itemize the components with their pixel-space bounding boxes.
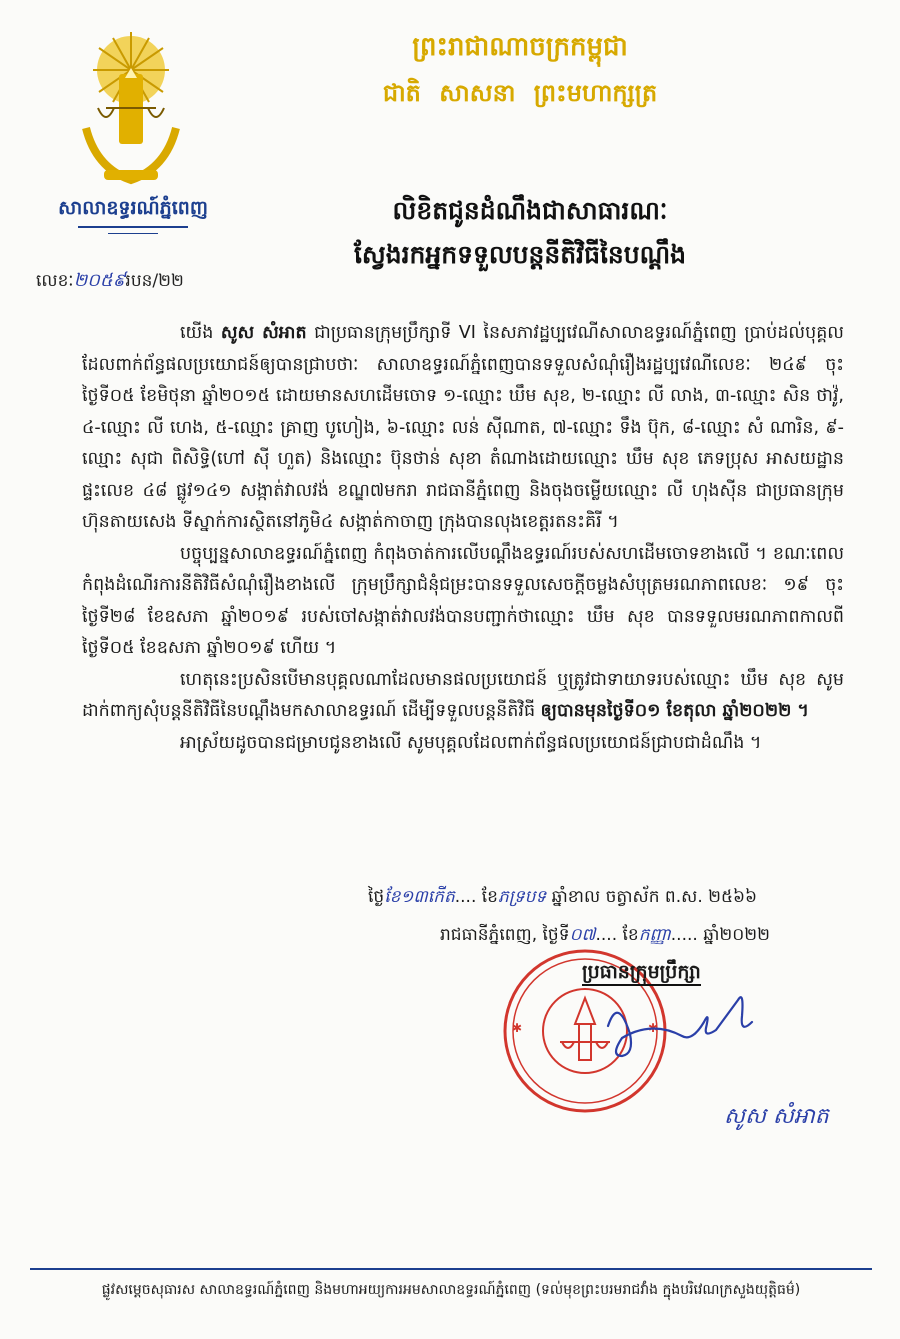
court-name: សាលាឧទ្ធរណ៍ភ្នំពេញ — [58, 197, 208, 219]
divider — [78, 226, 188, 228]
lunar-prefix: ថ្ងៃ — [368, 887, 385, 907]
national-motto-line2: ជាតិ សាសនា ព្រះមហាក្សត្រ — [382, 79, 658, 107]
p3-deadline: ឲ្យបានមុនថ្ងៃទី០១ ខែតុលា ឆ្នាំ២០២២ ។ — [540, 701, 809, 721]
paragraph-1 — [82, 318, 844, 539]
svg-text:✱: ✱ — [512, 1021, 523, 1035]
lunar-year: ឆ្នាំខាល ចត្វាស័ក ព.ស. ២៥៦៦ — [551, 887, 758, 907]
paragraph-4: អាស្រ័យដូចបានជម្រាបជូនខាងលើ សូមបុគ្គលដែលពាក់ព័ន្ធផលប្រយោជន៍ជ្រាបជាដំណឹង ។ — [180, 732, 762, 753]
court-emblem — [78, 28, 184, 188]
p1-text: ជាប្រធានក្រុមប្រឹក្សាទី VI នៃសភាវដ្ឋប្បវេណីសាលាឧទ្ធរណ៍ភ្នំពេញ ប្រាប់ដល់បុគ្គលដែលពាក់ព័ន្ធផលប្រយោជន៍ឲ្យបានជ្រាបថាៈ សាលាឧទ្ធរណ៍ភ្នំពេញបានទទួលសំណុំរឿងរដ្ឋប្បវេណីលេខៈ ២៤៩ ចុះថ្ងៃទី០៥ ខែមិថុនា ឆ្នាំ២០១៥ ដោយមានសហដើមចោទ ១-ឈ្មោះ ឃឹម សុខ, ២-ឈ្មោះ លី លាង, ៣-ឈ្មោះ សិន ថាវ៉ូ, ៤-ឈ្មោះ លី ហេង, ៥-ឈ្មោះ គ្រាញ បូហៀង, ៦-ឈ្មោះ លន់ ស៊ីណាត, ៧-ឈ្មោះ ទឹង ប៊ុក, ៨-ឈ្មោះ សំ ណារិន, ៩-ឈ្មោះ សុជា ពិសិទ្ធិ(ហៅ ស៊ី ហួត) និងឈ្មោះ ប៊ុនថាន់ សុខា តំណាងដោយឈ្មោះ ឃឹម សុខ ភេទប្រុស អាសយដ្ឋានផ្ទះលេខ ៤៨ ផ្លូវ១៤១ សង្កាត់វាលវង់ ខណ្ឌ៧មករា រាជធានីភ្នំពេញ និងចុងចម្លើយឈ្មោះ លី ហុងស៊ីន ជាប្រធានក្រុមហ៊ុនតាយសេង ទីស្នាក់ការស្ថិតនៅភូមិ៤ សង្កាត់កាចាញ ក្រុងបានលុងខេត្តរតនះគិរី ។ — [82, 323, 844, 532]
lunar-date-line: ថ្ងៃខែ១៣កើត.... ខែភទ្របទ ឆ្នាំខាល ចត្វាស័ក ព.ស. ២៥៦៦ — [368, 887, 758, 907]
reference-number — [36, 268, 184, 295]
footer-address: ផ្លូវសម្តេចសុធារស សាលាឧទ្ធរណ៍ភ្នំពេញ និងមហាអយ្យការអមសាលាឧទ្ធរណ៍ភ្នំពេញ (ទល់មុខព្រះបរមរាជវាំង ក្នុងបរិវេណក្រសួងយុត្តិធម៌) — [101, 1282, 801, 1298]
document-subtitle: ស្វែងរកអ្នកទទួលបន្តនីតិវិធីនៃបណ្តឹង — [353, 240, 687, 269]
divider — [108, 233, 158, 234]
solar-year: ឆ្នាំ២០២២ — [703, 925, 771, 945]
lunar-month-label: ខែ — [481, 887, 498, 907]
svg-text:✱: ✱ — [648, 1021, 659, 1035]
p3-text: ហេតុនេះប្រសិនបើមានបុគ្គលណាដែលមានផលប្រយោជន៍ ឬត្រូវជាទាយាទរបស់ឈ្មោះ ឃឹម សុខ សូមដាក់ពាក្យសុំបន្តនីតិវិធីនៃបណ្តឹងមកសាលាឧទ្ធរណ៍ ដើម្បីទទួលបន្តនីតិវិធី — [82, 669, 844, 721]
letter-body — [82, 318, 844, 759]
footer-divider — [30, 1268, 872, 1270]
national-motto-line1: ព្រះរាជាណាចក្រកម្ពុជា — [412, 32, 628, 62]
solar-day-handwritten: ០៧ — [569, 925, 596, 945]
paragraph-2: បច្ចុប្បន្នសាលាឧទ្ធរណ៍ភ្នំពេញ កំពុងចាត់ការលើបណ្តឹងឧទ្ធរណ៍របស់សហដើមចោទខាងលើ ។ ខណៈពេលកំពុងដំណើរការនីតិវិធីសំណុំរឿងខាងលើ ក្រុមប្រឹក្សាជំនុំជម្រះបានទទួលសេចក្តីចម្លងសំបុត្រមរណភាពលេខៈ ១៩ ចុះថ្ងៃទី២៨ ខែឧសភា ឆ្នាំ២០១៩ របស់ចៅសង្កាត់វាលវង់បានបញ្ជាក់ថាឈ្មោះ ឃឹម សុខ បានទទួលមរណភាពកាលពីថ្ងៃទី០៥ ខែឧសភា ឆ្នាំ២០១៩ ហើយ ។ — [82, 543, 844, 658]
p1-name: សូស សំអាត — [220, 323, 307, 343]
ref-suffix: របន/២២ — [125, 271, 184, 291]
signatory-title-text: ប្រធានក្រុមប្រឹក្សា — [582, 961, 701, 986]
paragraph-3 — [82, 665, 844, 728]
lunar-day-handwritten: ខែ១៣កើត — [384, 887, 455, 907]
signatory-name: សូស សំអាត — [724, 1104, 829, 1129]
solar-month-handwritten: កញ្ញា — [638, 925, 671, 945]
solar-month-label: ខែ — [622, 925, 639, 945]
ref-number-handwritten: ២០៥៩ — [73, 270, 126, 291]
document-title: លិខិតជូនដំណឹងជាសាធារណៈ — [392, 196, 668, 225]
solar-date-line: រាជធានីភ្នំពេញ, ថ្ងៃទី០៧.... ខែកញ្ញា..... ឆ្នាំ២០២២ — [440, 925, 771, 945]
lunar-month-handwritten: ភទ្របទ — [497, 887, 547, 907]
ref-prefix: លេខៈ — [36, 271, 74, 291]
solar-prefix: រាជធានីភ្នំពេញ, ថ្ងៃទី — [440, 925, 570, 945]
p1-lead: យើង — [180, 323, 214, 343]
handwritten-signature-icon — [600, 968, 770, 1068]
